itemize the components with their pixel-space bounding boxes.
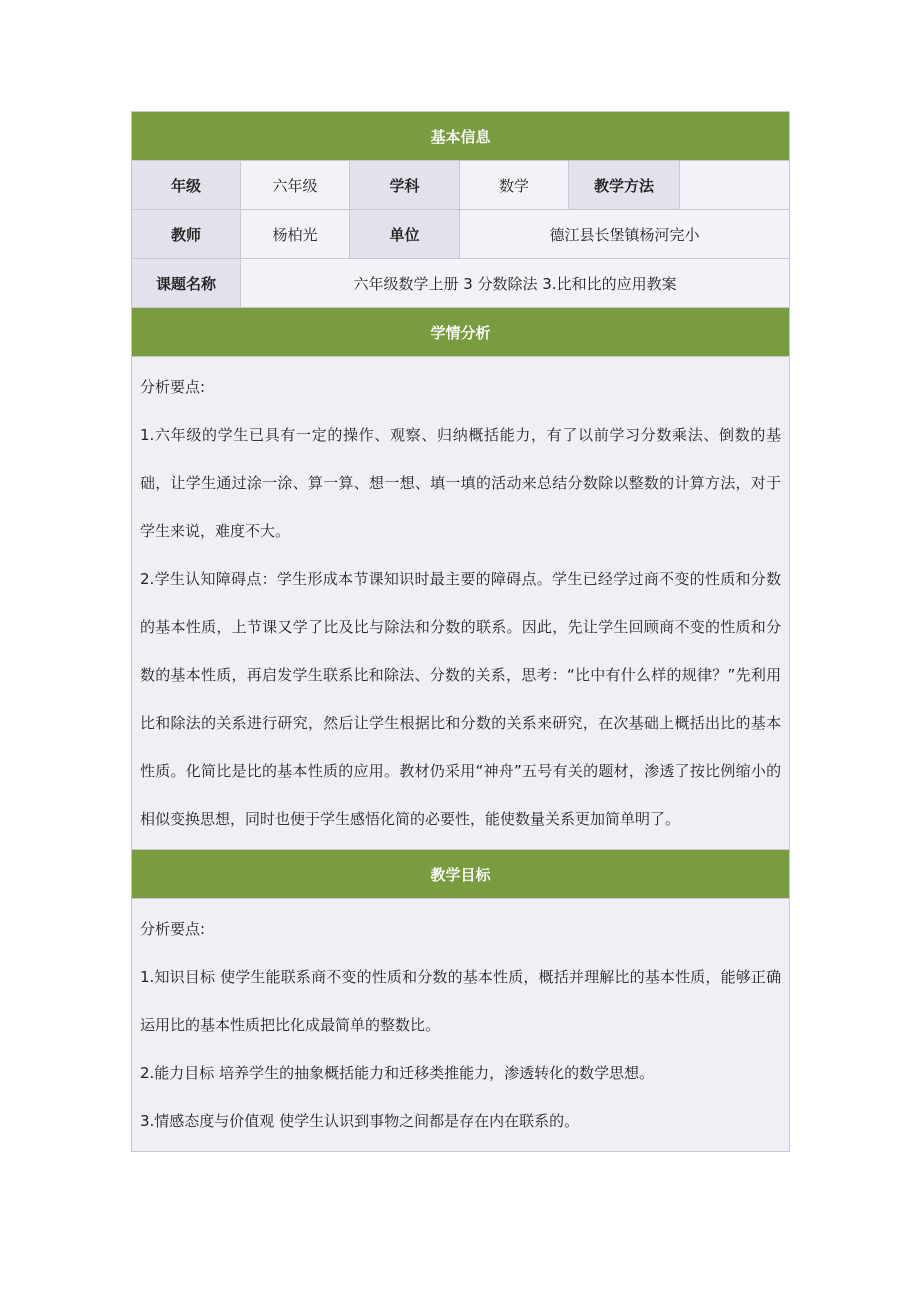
lesson-plan-document [131,111,789,1152]
analysis-point-2: 2.学生认知障碍点：学生形成本节课知识时最主要的障碍点。学生已经学过商不变的性质和分数的基本性质，上节课又学了比及比与除法和分数的联系。因此，先让学生回顾商不变的性质和分数的基本性质，再启发学生联系比和除法、分数的关系，思考：“比中有什么样的规律？”先利用比和除法的关系进行研究，然后让学生根据比和分数的关系来研究，在次基础上概括出比的基本性质。化简比是比的基本性质的应用。教材仍采用“神舟”五号有关的题材，渗透了按比例缩小的相似变换思想，同时也便于学生感悟化简的必要性，能使数量关系更加简单明了。 [140,570,782,828]
analysis-point-1: 1.六年级的学生已具有一定的操作、观察、归纳概括能力，有了以前学习分数乘法、倒数的基础，让学生通过涂一涂、算一算、想一想、填一填的活动来总结分数除以整数的计算方法，对于学生来说，难度不大。 [140,426,782,540]
objectives-header: 教学目标 [132,850,790,899]
lesson-plan-table [131,111,790,1152]
subject-label: 学科 [350,161,460,210]
teaching-method-label: 教学方法 [569,161,680,210]
unit-label: 单位 [350,210,460,259]
analysis-intro: 分析要点: [140,378,206,396]
subject-value: 数学 [460,161,569,210]
topic-label: 课题名称 [132,259,241,308]
objective-attitude: 3.情感态度与价值观 使学生认识到事物之间都是存在内在联系的。 [140,1112,580,1130]
topic-value: 六年级数学上册 3 分数除法 3.比和比的应用教案 [241,259,790,308]
grade-label: 年级 [132,161,241,210]
basic-info-header: 基本信息 [132,112,790,161]
analysis-content [132,357,790,850]
objective-knowledge: 1.知识目标 使学生能联系商不变的性质和分数的基本性质，概括并理解比的基本性质，能够正确运用比的基本性质把比化成最简单的整数比。 [140,968,782,1034]
teaching-method-value [680,161,790,210]
grade-value: 六年级 [241,161,350,210]
objectives-intro: 分析要点: [140,920,206,938]
teacher-value: 杨柏光 [241,210,350,259]
analysis-header: 学情分析 [132,308,790,357]
objective-ability: 2.能力目标 培养学生的抽象概括能力和迁移类推能力，渗透转化的数学思想。 [140,1064,655,1082]
teacher-label: 教师 [132,210,241,259]
objectives-content [132,899,790,1152]
unit-value: 德江县长堡镇杨河完小 [460,210,790,259]
